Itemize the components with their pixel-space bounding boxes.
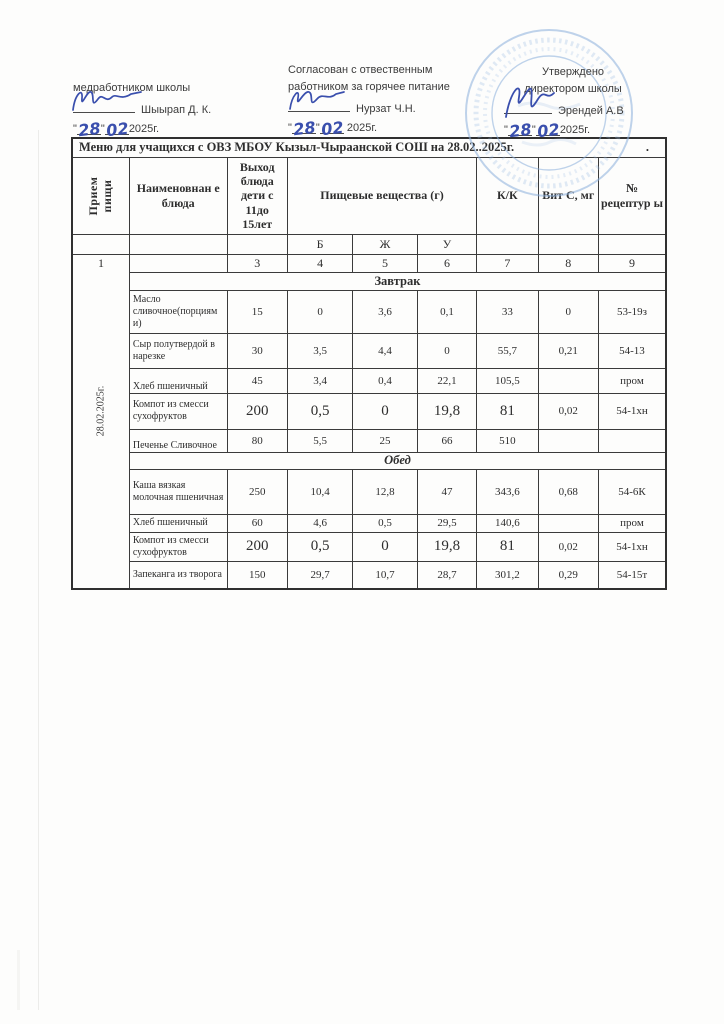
day-blank <box>507 119 533 142</box>
dish-fat: 25 <box>353 429 417 452</box>
dish-output: 45 <box>227 368 287 393</box>
handwritten-signature-icon <box>69 84 147 118</box>
scan-corner-artifact <box>17 950 20 1010</box>
column-number-1: 1 <box>97 255 104 270</box>
subheader-zh: Ж <box>353 234 417 254</box>
section-label-breakfast: Завтрак <box>129 272 666 290</box>
column-number: 9 <box>598 254 666 272</box>
handwritten-signature-icon <box>500 77 564 123</box>
dish-recipe: 54-13 <box>598 333 666 368</box>
header-dish: Наименовнан е блюда <box>129 157 227 234</box>
dish-vitc: 0,02 <box>538 532 598 561</box>
dish-vitc: 0,68 <box>538 469 598 514</box>
table-row <box>72 429 666 452</box>
month-blank <box>319 117 345 140</box>
dish-recipe: пром <box>598 368 666 393</box>
dish-vitc <box>538 514 598 532</box>
dish-name: Сыр полутвердой в нарезке <box>129 333 227 368</box>
quote-mark: " <box>73 123 77 135</box>
handwritten-day: 28 <box>76 118 102 141</box>
dish-fat: 10,7 <box>353 561 417 589</box>
scan-edge-artifact <box>38 130 39 1010</box>
menu-title: Меню для учащихся с ОВЗ МБОУ Кызыл-Чыраанской СОШ на 28.02..2025г. <box>79 140 515 155</box>
dish-protein: 0,5 <box>287 393 352 429</box>
handwritten-month: 02 <box>319 117 345 140</box>
table-row <box>72 514 666 532</box>
dish-kcal: 510 <box>477 429 538 452</box>
handwritten-month: 02 <box>104 118 130 141</box>
empty-cell <box>72 234 129 254</box>
dish-output: 150 <box>227 561 287 589</box>
subheader-u: У <box>417 234 476 254</box>
dish-carbs: 47 <box>417 469 476 514</box>
handwritten-signature-icon <box>284 83 354 117</box>
approval-role-line: директором школы <box>524 83 622 95</box>
header-output: Выход блюда дети с 11до 15лет <box>227 157 287 234</box>
dish-carbs: 22,1 <box>417 368 476 393</box>
dish-protein: 0 <box>287 290 352 333</box>
dish-protein: 5,5 <box>287 429 352 452</box>
header-nutrients: Пищевые вещества (г) <box>287 157 476 234</box>
date-row <box>73 118 278 141</box>
signer-name: Нурзат Ч.Н. <box>356 103 416 115</box>
table-title-cell <box>72 138 666 157</box>
signature-row <box>73 99 278 117</box>
day-blank <box>76 118 102 141</box>
dish-kcal: 301,2 <box>477 561 538 589</box>
header-kk: К/К <box>477 157 538 234</box>
empty-cell <box>477 234 538 254</box>
signature-line <box>73 99 135 113</box>
dish-kcal: 81 <box>477 532 538 561</box>
dish-carbs: 19,8 <box>417 532 476 561</box>
header-meal-word2: пищи <box>99 179 114 212</box>
year-label: 2025г. <box>559 124 591 136</box>
dish-fat: 0,5 <box>353 514 417 532</box>
dish-vitc: 0,21 <box>538 333 598 368</box>
column-number: 3 <box>227 254 287 272</box>
dish-vitc <box>538 429 598 452</box>
signature-row <box>288 98 503 116</box>
approval-role-line: медработником школы <box>73 82 191 94</box>
dish-name: Хлеб пшеничный <box>129 514 227 532</box>
dish-carbs: 29,5 <box>417 514 476 532</box>
dish-carbs: 66 <box>417 429 476 452</box>
dish-carbs: 19,8 <box>417 393 476 429</box>
signer-name: Шыырап Д. К. <box>141 104 212 116</box>
column-number: 5 <box>353 254 417 272</box>
dish-protein: 3,4 <box>287 368 352 393</box>
signature-row <box>498 100 648 118</box>
dish-kcal: 33 <box>477 290 538 333</box>
dish-kcal: 81 <box>477 393 538 429</box>
dish-recipe: 53-19з <box>598 290 666 333</box>
approval-block-director <box>498 64 648 142</box>
section-label-lunch: Обед <box>129 452 666 469</box>
dish-name: Масло сливочное(порциям и) <box>129 290 227 333</box>
table-row <box>72 333 666 368</box>
dish-carbs: 0,1 <box>417 290 476 333</box>
dish-name: Каша вязкая молочная пшеничная <box>129 469 227 514</box>
dish-kcal: 55,7 <box>477 333 538 368</box>
empty-cell <box>129 234 227 254</box>
dish-protein: 0,5 <box>287 532 352 561</box>
quote-mark: " <box>504 124 508 136</box>
month-blank <box>535 119 561 142</box>
signature-line <box>504 100 552 114</box>
dish-carbs: 0 <box>417 333 476 368</box>
dish-kcal: 105,5 <box>477 368 538 393</box>
year-label: 2025г. <box>128 123 160 135</box>
approval-title-line: Утверждено <box>541 66 605 78</box>
dish-output: 30 <box>227 333 287 368</box>
column-number: 8 <box>538 254 598 272</box>
dish-vitc: 0,29 <box>538 561 598 589</box>
header-vitc: Вит С, мг <box>538 157 598 234</box>
quote-mark: " <box>531 124 536 136</box>
dish-output: 200 <box>227 393 287 429</box>
signer-name: Эрендей А.В <box>558 105 624 117</box>
menu-table <box>71 137 667 590</box>
dish-recipe: 54-1хн <box>598 532 666 561</box>
approval-role-line: работником за горячее питание <box>288 81 450 93</box>
menu-date-vertical: 28.02.2025г. <box>95 385 107 437</box>
approval-title-line: Согласован с отвественным <box>288 64 433 76</box>
empty-cell <box>129 254 227 272</box>
quote-mark: " <box>315 122 320 134</box>
header-meal-word1: Прием <box>86 176 101 215</box>
dish-protein: 3,5 <box>287 333 352 368</box>
empty-cell <box>538 234 598 254</box>
handwritten-day: 28 <box>291 117 317 140</box>
column-number: 6 <box>417 254 476 272</box>
dish-protein: 29,7 <box>287 561 352 589</box>
dish-vitc: 0 <box>538 290 598 333</box>
empty-cell <box>227 234 287 254</box>
quote-mark: " <box>288 122 292 134</box>
column-number: 7 <box>477 254 538 272</box>
header-meal <box>72 157 129 234</box>
date-row <box>288 117 503 140</box>
dish-output: 250 <box>227 469 287 514</box>
day-blank <box>291 117 317 140</box>
month-blank <box>104 118 130 141</box>
dish-vitc <box>538 368 598 393</box>
dish-fat: 0 <box>353 532 417 561</box>
dish-recipe: 54-1хн <box>598 393 666 429</box>
table-row <box>72 561 666 589</box>
dish-output: 80 <box>227 429 287 452</box>
dish-recipe: 54-6К <box>598 469 666 514</box>
signature-line <box>288 98 350 112</box>
meal-date-cell <box>72 254 129 589</box>
dish-recipe <box>598 429 666 452</box>
table-row <box>72 290 666 333</box>
dish-kcal: 343,6 <box>477 469 538 514</box>
header-recipe: № рецептур ы <box>598 157 666 234</box>
date-row <box>498 119 648 142</box>
year-label: 2025г. <box>346 122 378 134</box>
dish-carbs: 28,7 <box>417 561 476 589</box>
dish-fat: 3,6 <box>353 290 417 333</box>
approval-block-meals-worker <box>288 62 503 140</box>
dish-kcal: 140,6 <box>477 514 538 532</box>
dish-name: Хлеб пшеничный <box>129 368 227 393</box>
dish-recipe: пром <box>598 514 666 532</box>
table-row <box>72 368 666 393</box>
handwritten-day: 28 <box>507 119 533 142</box>
subheader-b: Б <box>287 234 352 254</box>
column-number: 4 <box>287 254 352 272</box>
dish-recipe: 54-15т <box>598 561 666 589</box>
title-end-dot: . <box>645 140 649 155</box>
dish-name: Компот из смесси сухофруктов <box>129 393 227 429</box>
empty-cell <box>598 234 666 254</box>
dish-protein: 4,6 <box>287 514 352 532</box>
handwritten-month: 02 <box>535 119 561 142</box>
table-row <box>72 393 666 429</box>
dish-output: 60 <box>227 514 287 532</box>
quote-mark: " <box>100 123 105 135</box>
dish-fat: 12,8 <box>353 469 417 514</box>
table-row <box>72 469 666 514</box>
dish-fat: 0 <box>353 393 417 429</box>
dish-fat: 4,4 <box>353 333 417 368</box>
dish-output: 200 <box>227 532 287 561</box>
dish-name: Компот из смесси сухофруктов <box>129 532 227 561</box>
dish-name: Запеканга из творога <box>129 561 227 589</box>
dish-protein: 10,4 <box>287 469 352 514</box>
dish-fat: 0,4 <box>353 368 417 393</box>
dish-vitc: 0,02 <box>538 393 598 429</box>
table-row <box>72 532 666 561</box>
approval-block-medworker <box>73 80 278 141</box>
dish-output: 15 <box>227 290 287 333</box>
dish-name: Печенье Сливочное <box>129 429 227 452</box>
